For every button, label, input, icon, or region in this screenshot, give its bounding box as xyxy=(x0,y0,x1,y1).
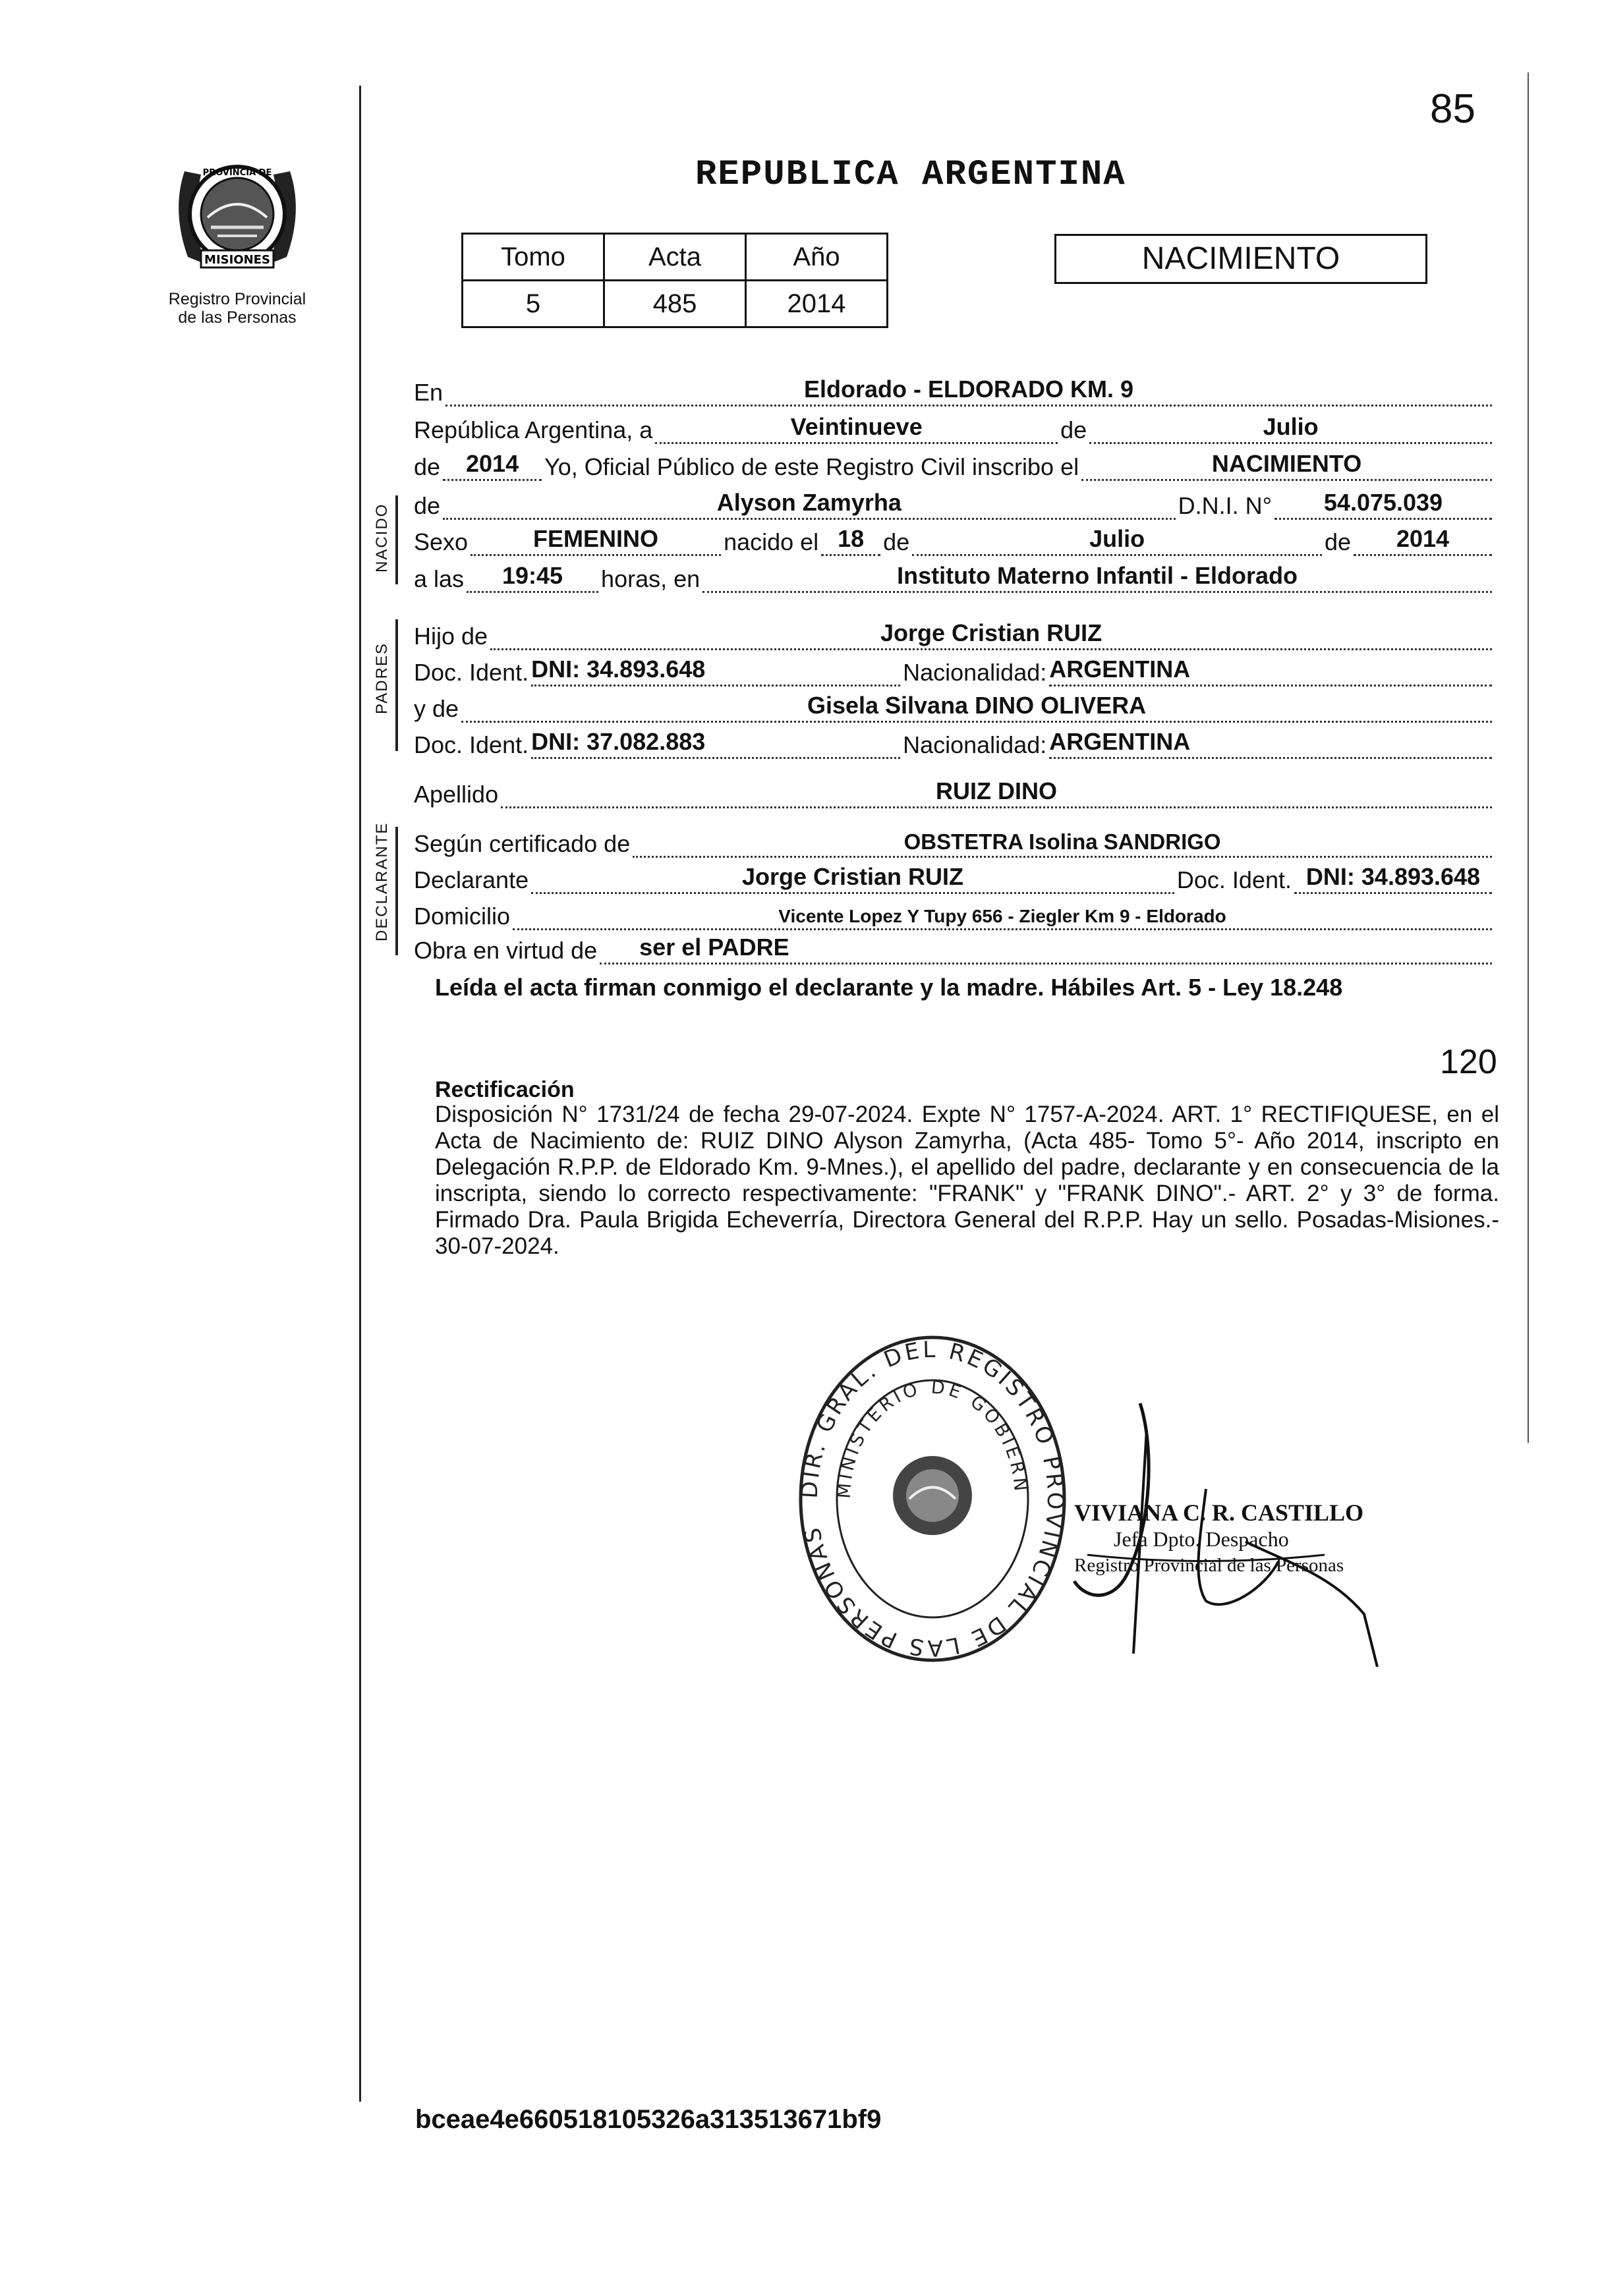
father-doc-field xyxy=(531,654,900,686)
nac-label-2: Nacionalidad: xyxy=(903,731,1047,758)
inscribo-field xyxy=(1081,449,1492,481)
row-domicilio xyxy=(414,896,1495,930)
birth-month-field xyxy=(912,524,1322,556)
mother-nat-value: ARGENTINA xyxy=(1049,728,1191,755)
declarante-value: Jorge Cristian RUIZ xyxy=(741,863,964,890)
nacido-el-label: nacido el xyxy=(724,528,819,555)
rectificacion-title: Rectificación xyxy=(435,1077,575,1102)
registry-table xyxy=(461,233,888,328)
padres-bracket xyxy=(395,619,398,751)
father-nat-value: ARGENTINA xyxy=(1049,656,1191,683)
signature-office: Registro Provincial de las Personas xyxy=(1074,1555,1344,1576)
nacido-bracket xyxy=(395,495,398,584)
declarante-doc-field xyxy=(1294,862,1492,894)
row-mother-doc xyxy=(414,725,1495,759)
row-republica xyxy=(414,410,1495,444)
row-sexo xyxy=(414,522,1495,556)
month-value: Julio xyxy=(1263,413,1319,440)
section-label-nacido: NACIDO xyxy=(373,503,391,573)
official-stamp xyxy=(778,1324,1087,1673)
logo-text-top: PROVINCIA DE xyxy=(202,168,272,178)
row-apellido xyxy=(414,774,1495,808)
sexo-label: Sexo xyxy=(414,528,469,555)
section-label-declarante: DECLARANTE xyxy=(373,822,391,941)
de-label-3: de xyxy=(414,492,441,519)
hijo-label: Hijo de xyxy=(414,623,488,650)
name-value: Alyson Zamyrha xyxy=(716,489,901,516)
right-margin-line xyxy=(1528,72,1529,1443)
acta-header: Acta xyxy=(604,234,746,281)
domicilio-label: Domicilio xyxy=(414,903,511,930)
republica-label: República Argentina, a xyxy=(414,416,653,443)
doc-label: Doc. Ident. xyxy=(414,659,529,686)
section-label-padres: PADRES xyxy=(373,642,391,714)
tomo-value: 5 xyxy=(463,281,604,327)
sexo-field xyxy=(471,524,721,556)
yde-label: y de xyxy=(414,695,459,722)
day-field xyxy=(655,412,1058,444)
signature-role: Jefa Dpto. Despacho xyxy=(1114,1527,1289,1551)
declarante-label: Declarante xyxy=(414,866,529,893)
row-declarante xyxy=(414,860,1495,894)
doc-label-2: Doc. Ident. xyxy=(414,731,529,758)
declarante-field xyxy=(531,862,1174,894)
obra-label: Obra en virtud de xyxy=(414,937,598,964)
logo-caption-line-1: Registro Provincial xyxy=(168,290,306,308)
logo-caption-line-2: de las Personas xyxy=(178,308,297,327)
acta-value: 485 xyxy=(604,281,746,327)
anio-header: Año xyxy=(746,234,888,281)
apellido-label: Apellido xyxy=(414,781,499,808)
country-title: REPUBLICA ARGENTINA xyxy=(695,155,1126,195)
obra-value: ser el PADRE xyxy=(639,934,789,961)
de-label-2: de xyxy=(414,453,441,480)
mother-field xyxy=(461,690,1492,723)
segun-value: OBSTETRA Isolina SANDRIGO xyxy=(903,829,1221,854)
row-ydemother xyxy=(414,688,1495,723)
apellido-field xyxy=(501,776,1492,808)
declarante-bracket xyxy=(395,827,398,955)
birth-day-value: 18 xyxy=(838,525,865,552)
left-margin-line xyxy=(359,86,361,2102)
rectificacion-body: Disposición N° 1731/24 de fecha 29-07-2024. Expte N° 1757-A-2024. ART. 1° RECTIFIQUESE, en el Acta de Nacimiento de: RUIZ DINO Alyson Zamyrha, (Acta 485- Tomo 5°- Año 2014, inscripto en Delegación R.P.P. de Eldorado Km. 9-Mnes.), el apellido del padre, declarante y en consecuencia de la inscripta, siendo lo correcto respectivamente: "FRANK" y "FRANK DINO".- ART. 2° y 3° de forma. Firmado Dra. Paula Brigida Echeverría, Directora General del R.P.P. Hay un sello. Posadas-Misiones.- 30-07-2024. xyxy=(435,1102,1499,1259)
alas-label: a las xyxy=(414,565,465,592)
page-number: 85 xyxy=(1430,86,1475,132)
de-label: de xyxy=(1060,416,1087,443)
en-label: En xyxy=(414,379,443,406)
year-value: 2014 xyxy=(466,450,519,477)
dni-value: 54.075.039 xyxy=(1323,489,1443,516)
domicilio-value: Vicente Lopez Y Tupy 656 - Ziegler Km 9 - Eldorado xyxy=(778,906,1226,926)
document-type-box: NACIMIENTO xyxy=(1054,234,1427,284)
obra-field xyxy=(600,932,1492,965)
father-value: Jorge Cristian RUIZ xyxy=(880,619,1102,646)
stamp-outer-text: DIR. GRAL. DEL REGISTRO PROVINCIAL DE LAS PERSONAS xyxy=(796,1336,1069,1662)
row-hijo xyxy=(414,616,1495,650)
anio-value: 2014 xyxy=(746,281,888,327)
logo-text-bottom: MISIONES xyxy=(204,253,270,267)
mother-nat-field xyxy=(1049,727,1492,759)
mother-doc-value: DNI: 37.082.883 xyxy=(531,728,706,755)
dni-label: D.N.I. N° xyxy=(1178,492,1272,519)
father-field xyxy=(490,618,1492,650)
document-hash: bceae4e660518105326a313513671bf9 xyxy=(415,2105,882,2134)
row-obra xyxy=(414,930,1495,965)
name-field xyxy=(443,488,1176,520)
en-field xyxy=(445,374,1492,406)
year-field xyxy=(443,449,542,481)
father-nat-field xyxy=(1049,654,1492,686)
en-value: Eldorado - ELDORADO KM. 9 xyxy=(804,376,1134,403)
segun-field xyxy=(633,826,1492,858)
inscribo-value: NACIMIENTO xyxy=(1211,450,1362,477)
apellido-value: RUIZ DINO xyxy=(936,777,1058,804)
birth-year-field xyxy=(1354,524,1492,556)
birth-year-value: 2014 xyxy=(1396,525,1450,552)
declarante-doc-value: DNI: 34.893.648 xyxy=(1305,863,1481,890)
father-doc-value: DNI: 34.893.648 xyxy=(531,656,706,683)
birth-month-value: Julio xyxy=(1089,525,1145,552)
row-segun xyxy=(414,824,1495,858)
row-father-doc xyxy=(414,652,1495,686)
inscribo-label: Yo, Oficial Público de este Registro Civil inscribo el xyxy=(544,453,1079,480)
nac-label: Nacionalidad: xyxy=(903,659,1047,686)
row-horas xyxy=(414,559,1495,593)
row-name xyxy=(414,486,1495,520)
closing-statement: Leída el acta firman conmigo el declarante y la madre. Hábiles Art. 5 - Ley 18.248 xyxy=(435,974,1343,1001)
time-value: 19:45 xyxy=(502,562,563,589)
mother-value: Gisela Silvana DINO OLIVERA xyxy=(807,692,1147,719)
sexo-value: FEMENINO xyxy=(533,525,659,552)
stamp-inner-text: MINISTERIO DE GOBIERN xyxy=(834,1377,1031,1499)
birth-day-field xyxy=(821,524,880,556)
row-anio xyxy=(414,447,1495,481)
place-field xyxy=(702,561,1492,593)
de-label-5: de xyxy=(1324,528,1351,555)
day-value: Veintinueve xyxy=(790,413,923,440)
folio-number: 120 xyxy=(1440,1043,1497,1081)
mother-doc-field xyxy=(531,727,900,759)
signature-name: VIVIANA C. R. CASTILLO xyxy=(1074,1499,1364,1526)
place-value: Instituto Materno Infantil - Eldorado xyxy=(897,562,1298,589)
time-field xyxy=(467,561,598,593)
doc-label-3: Doc. Ident. xyxy=(1176,866,1292,893)
provincial-seal-logo xyxy=(152,145,323,277)
segun-label: Según certificado de xyxy=(414,830,631,857)
dni-field xyxy=(1274,488,1492,520)
horas-label: horas, en xyxy=(601,565,701,592)
month-field xyxy=(1089,412,1492,444)
tomo-header: Tomo xyxy=(463,234,604,281)
row-en xyxy=(414,372,1495,406)
de-label-4: de xyxy=(883,528,910,555)
domicilio-field xyxy=(513,898,1492,930)
logo-caption xyxy=(125,290,349,327)
